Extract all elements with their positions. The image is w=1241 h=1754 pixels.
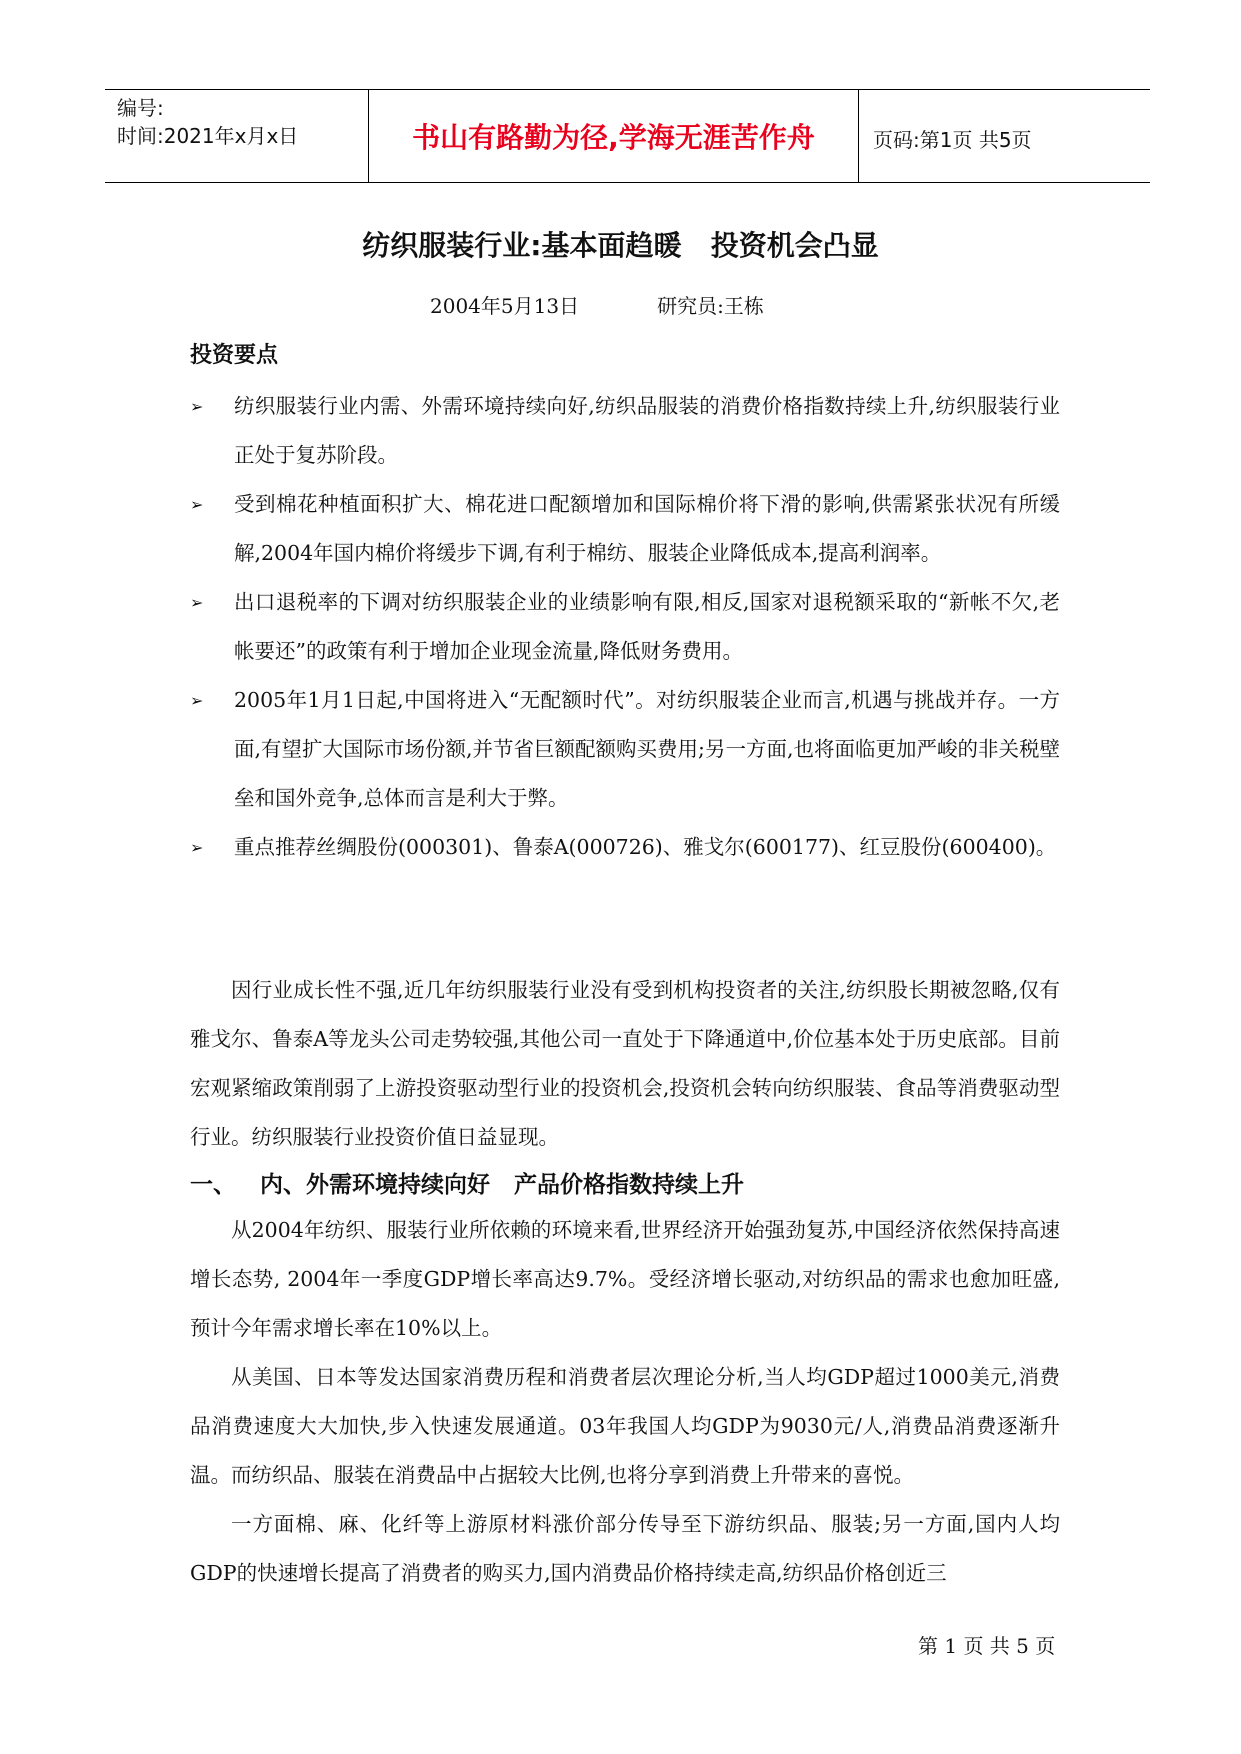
arrow-right-icon: ➢ [190, 495, 204, 514]
researcher-name: 研究员:王栋 [657, 294, 764, 318]
page-footer: 第 1 页 共 5 页 [918, 1634, 1056, 1658]
header-right-cell [859, 90, 1150, 182]
list-item [190, 578, 1060, 676]
bullet-text: 2005年1月1日起,中国将进入“无配额时代”。对纺织服装企业而言,机遇与挑战并存。一方面,有望扩大国际市场份额,并节省巨额配额购买费用;另一方面,也将面临更加严峻的非关税壁垒和国外竞争,总体而言是利大于弊。 [234, 688, 1060, 810]
bullet-text: 出口退税率的下调对纺织服装企业的业绩影响有限,相反,国家对退税额采取的“新帐不欠,老帐要还”的政策有利于增加企业现金流量,降低财务费用。 [234, 590, 1060, 663]
chapter-body [190, 1206, 1060, 1598]
arrow-right-icon: ➢ [190, 397, 204, 416]
bullet-text: 受到棉花种植面积扩大、棉花进口配额增加和国际棉价将下滑的影响,供需紧张状况有所缓解,2004年国内棉价将缓步下调,有利于棉纺、服装企业降低成本,提高利润率。 [234, 492, 1060, 565]
intro-paragraph: 因行业成长性不强,近几年纺织服装行业没有受到机构投资者的关注,纺织股长期被忽略,仅有雅戈尔、鲁泰A等龙头公司走势较强,其他公司一直处于下降通道中,价位基本处于历史底部。目前宏观紧缩政策削弱了上游投资驱动型行业的投资机会,投资机会转向纺织服装、食品等消费驱动型行业。纺织服装行业投资价值日益显现。 [190, 978, 1060, 1149]
body-paragraph: 从2004年纺织、服装行业所依赖的环境来看,世界经济开始强劲复苏,中国经济依然保持高速增长态势, 2004年一季度GDP增长率高达9.7%。受经济增长驱动,对纺织品的需求也愈加旺盛,预计今年需求增长率在10%以上。 [190, 1218, 1060, 1340]
body-paragraph: 从美国、日本等发达国家消费历程和消费者层次理论分析,当人均GDP超过1000美元,消费品消费速度大大加快,步入快速发展通道。03年我国人均GDP为9030元/人,消费品消费逐渐升温。而纺织品、服装在消费品中占据较大比例,也将分享到消费上升带来的喜悦。 [190, 1365, 1060, 1487]
bullet-text: 重点推荐丝绸股份(000301)、鲁泰A(000726)、雅戈尔(600177)、红豆股份(600400)。 [234, 835, 1057, 859]
list-item [190, 382, 1060, 480]
list-item [190, 480, 1060, 578]
header-table [105, 89, 1150, 183]
list-item [190, 676, 1060, 823]
report-date: 2004年5月13日 [430, 294, 580, 318]
intro-section [190, 966, 1060, 1162]
document-time-label: 时间:2021年x月x日 [117, 124, 299, 148]
dateline [430, 290, 764, 319]
arrow-right-icon: ➢ [190, 691, 204, 710]
bullet-text: 纺织服装行业内需、外需环境持续向好,纺织品服装的消费价格指数持续上升,纺织服装行业正处于复苏阶段。 [234, 394, 1060, 467]
header-motto: 书山有路勤为径,学海无涯苦作舟 [412, 121, 815, 154]
body-paragraph: 一方面棉、麻、化纤等上游原材料涨价部分传导至下游纺织品、服装;另一方面,国内人均GDP的快速增长提高了消费者的购买力,国内消费品价格持续走高,纺织品价格创近三 [190, 1512, 1060, 1585]
summary-bullet-list [190, 382, 1060, 872]
arrow-right-icon: ➢ [190, 593, 204, 612]
chapter-heading: 一、 内、外需环境持续向好 产品价格指数持续上升 [190, 1172, 745, 1198]
arrow-right-icon: ➢ [190, 838, 204, 857]
header-page-label: 页码:第1页 共5页 [873, 128, 1032, 152]
header-center-cell [369, 90, 859, 182]
list-item [190, 823, 1060, 872]
document-title: 纺织服装行业:基本面趋暖 投资机会凸显 [362, 229, 879, 262]
summary-heading: 投资要点 [190, 343, 279, 368]
header-left-cell [105, 90, 369, 182]
document-number-label: 编号: [117, 96, 164, 120]
